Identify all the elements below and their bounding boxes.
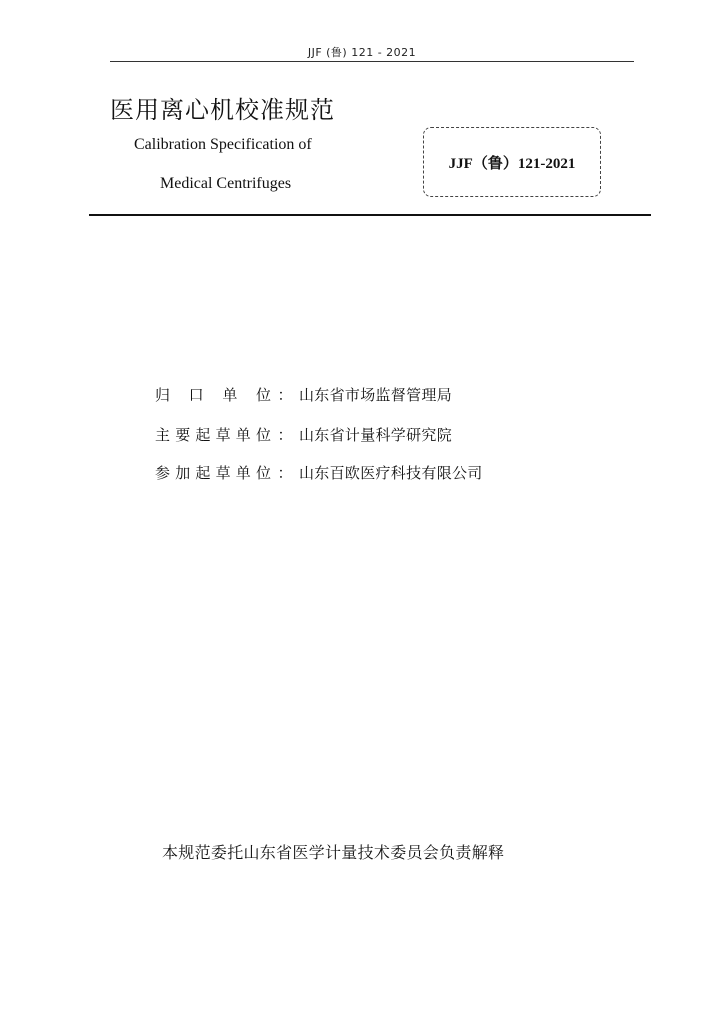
unit-label-participating-drafting xyxy=(155,462,271,483)
unit-label-char: 起 xyxy=(195,425,211,444)
unit-label-char: 归 xyxy=(155,385,171,404)
unit-label-char: 单 xyxy=(222,385,238,404)
unit-label-char: 位 xyxy=(255,385,271,404)
unit-colon: ： xyxy=(277,463,293,482)
title-divider-rule xyxy=(89,214,651,216)
document-title-english-line2: Medical Centrifuges xyxy=(160,175,292,192)
unit-label-char: 位 xyxy=(255,425,271,444)
unit-colon: ： xyxy=(277,385,293,404)
specification-code-box xyxy=(423,127,601,197)
unit-label-char: 主 xyxy=(155,425,171,444)
unit-value-responsible: 山东省市场监督管理局 xyxy=(299,385,453,404)
unit-label-main-drafting xyxy=(155,424,271,445)
unit-row-participating-drafting xyxy=(155,461,483,483)
interpretation-note: 本规范委托山东省医学计量技术委员会负责解释 xyxy=(162,843,505,862)
unit-row-responsible xyxy=(155,383,452,405)
unit-value-main-drafting: 山东省计量科学研究院 xyxy=(299,425,453,444)
unit-colon: ： xyxy=(277,425,293,444)
unit-label-char: 位 xyxy=(255,463,271,482)
unit-value-participating-drafting: 山东百欧医疗科技有限公司 xyxy=(299,463,483,482)
specification-code: JJF（鲁）121-2021 xyxy=(448,155,576,172)
document-title-chinese: 医用离心机校准规范 xyxy=(110,96,335,124)
unit-label-char: 单 xyxy=(235,425,251,444)
document-title-english-line1: Calibration Specification of xyxy=(134,136,312,153)
unit-label-char: 口 xyxy=(188,385,204,404)
unit-label-char: 单 xyxy=(235,463,251,482)
unit-label-char: 草 xyxy=(215,463,231,482)
unit-label-responsible xyxy=(155,384,271,405)
unit-label-char: 要 xyxy=(175,425,191,444)
unit-label-char: 加 xyxy=(175,463,191,482)
unit-row-main-drafting xyxy=(155,423,452,445)
running-header-code: JJF (鲁) 121 - 2021 xyxy=(307,46,417,59)
unit-label-char: 参 xyxy=(155,463,171,482)
unit-label-char: 草 xyxy=(215,425,231,444)
unit-label-char: 起 xyxy=(195,463,211,482)
header-rule xyxy=(110,61,634,62)
